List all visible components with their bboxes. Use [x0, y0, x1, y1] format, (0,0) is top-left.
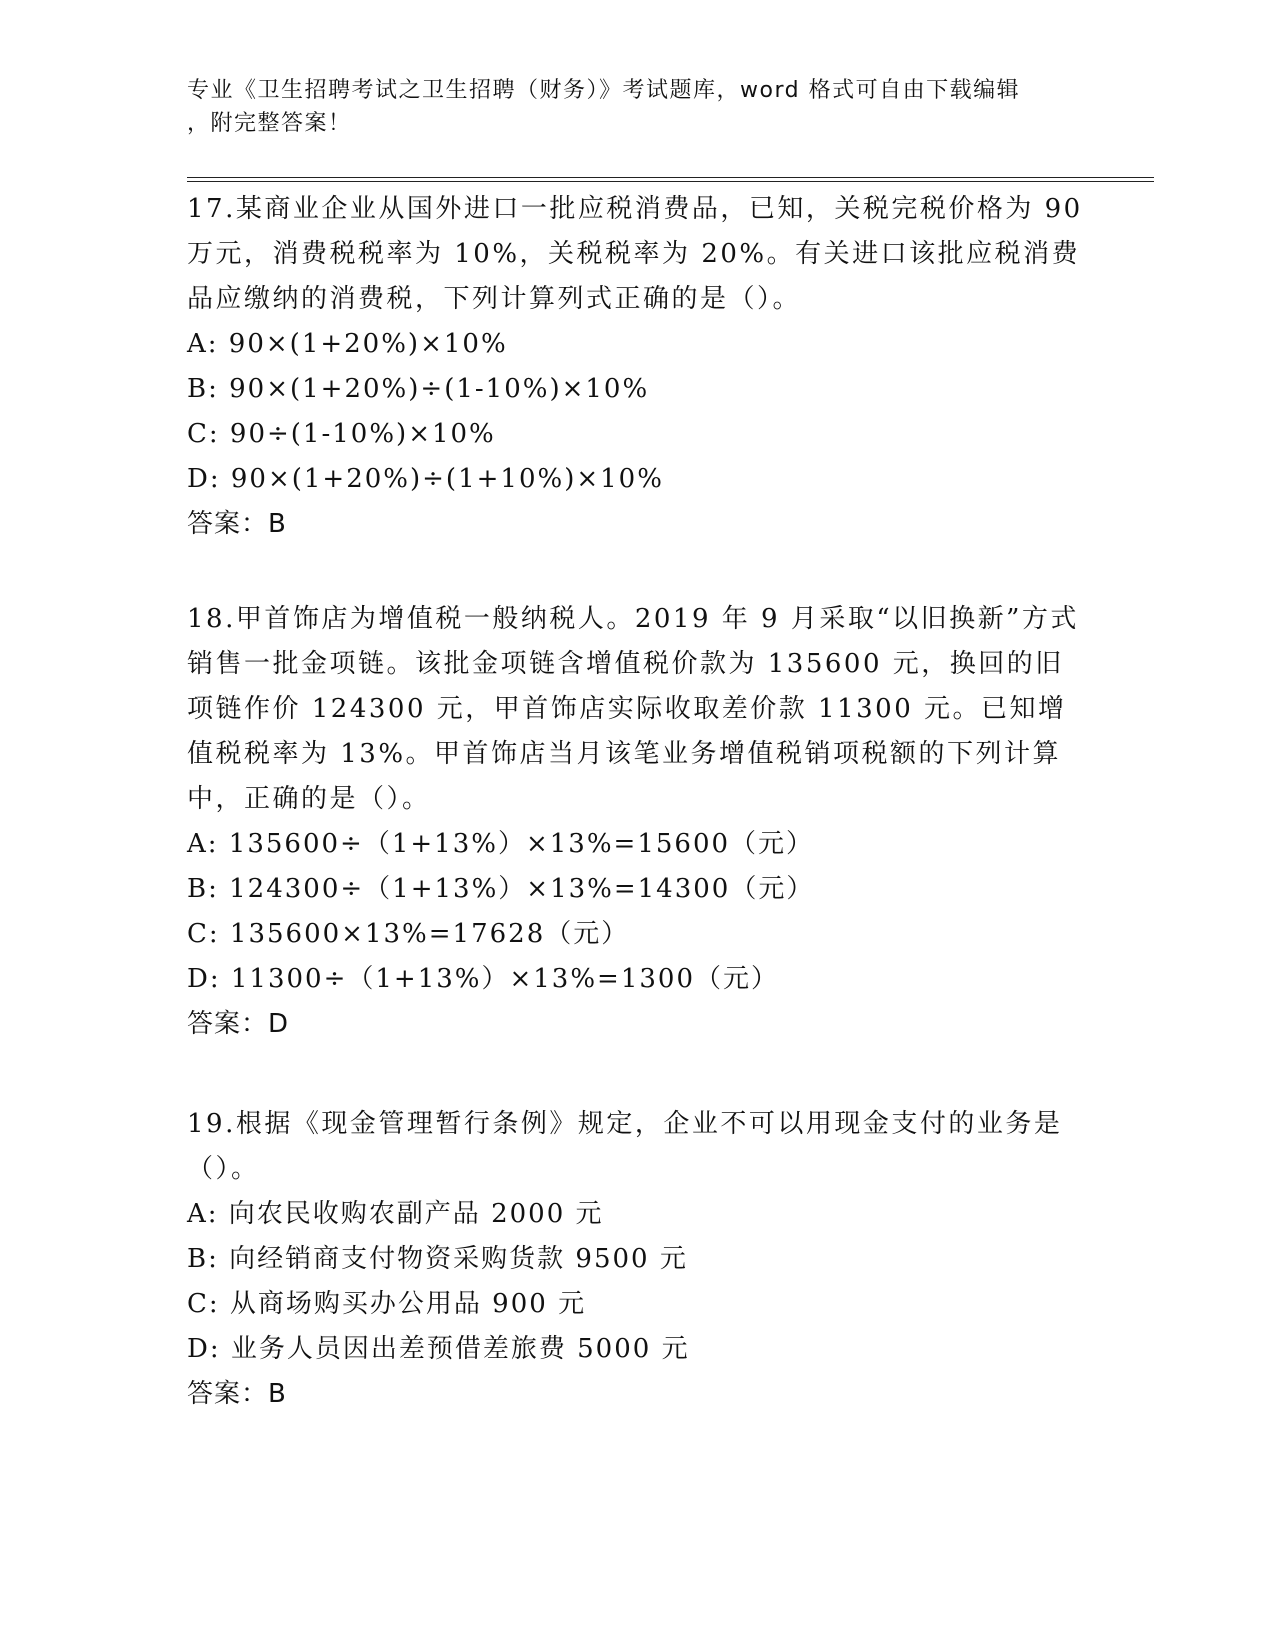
- option-a: A: 135600÷（1+13%）×13%=15600（元）: [187, 829, 815, 859]
- option-d: D: 90×(1+20%)÷(1+10%)×10%: [187, 464, 664, 494]
- header-line-1: 专业《卫生招聘考试之卫生招聘（财务）》考试题库，word 格式可自由下载编辑: [187, 78, 1021, 103]
- header-line-2: ，附完整答案！: [187, 111, 352, 136]
- question-stem: 18.甲首饰店为增值税一般纳税人。2019 年 9 月采取“以旧换新”方式销售一批金项链。该批金项链含增值税价款为 135600 元，换回的旧项链作价 124300 元，甲首饰店实际收取差价款 11300 元。已知增值税税率为 13%。甲首饰店当月该笔业务增值税销项税额的下列计算中，正确的是（）。: [187, 604, 1079, 814]
- option-c: C: 90÷(1-10%)×10%: [187, 419, 496, 449]
- answer: 答案：B: [187, 509, 287, 539]
- answer: 答案：D: [187, 1009, 290, 1039]
- option-c: C: 135600×13%=17628（元）: [187, 919, 630, 949]
- option-c: C: 从商场购买办公用品 900 元: [187, 1289, 587, 1319]
- option-a: A: 90×(1+20%)×10%: [187, 329, 508, 359]
- header-divider-top: [187, 177, 1154, 178]
- answer: 答案：B: [187, 1379, 287, 1409]
- question-stem: 19.根据《现金管理暂行条例》规定，企业不可以用现金支付的业务是（）。: [187, 1109, 1063, 1184]
- question-stem: 17.某商业企业从国外进口一批应税消费品，已知，关税完税价格为 90 万元，消费税税率为 10%，关税税率为 20%。有关进口该批应税消费品应缴纳的消费税，下列计算列式正确的是（）。: [187, 194, 1083, 314]
- question-18: [187, 597, 1087, 1047]
- option-b: B: 124300÷（1+13%）×13%=14300（元）: [187, 874, 815, 904]
- page-header: [187, 74, 1067, 140]
- question-19: [187, 1102, 1087, 1417]
- option-a: A: 向农民收购农副产品 2000 元: [187, 1199, 604, 1229]
- option-d: D: 业务人员因出差预借差旅费 5000 元: [187, 1334, 690, 1364]
- option-d: D: 11300÷（1+13%）×13%=1300（元）: [187, 964, 780, 994]
- question-17: [187, 187, 1087, 547]
- header-divider-bottom: [187, 181, 1154, 182]
- option-b: B: 90×(1+20%)÷(1-10%)×10%: [187, 374, 650, 404]
- option-b: B: 向经销商支付物资采购货款 9500 元: [187, 1244, 688, 1274]
